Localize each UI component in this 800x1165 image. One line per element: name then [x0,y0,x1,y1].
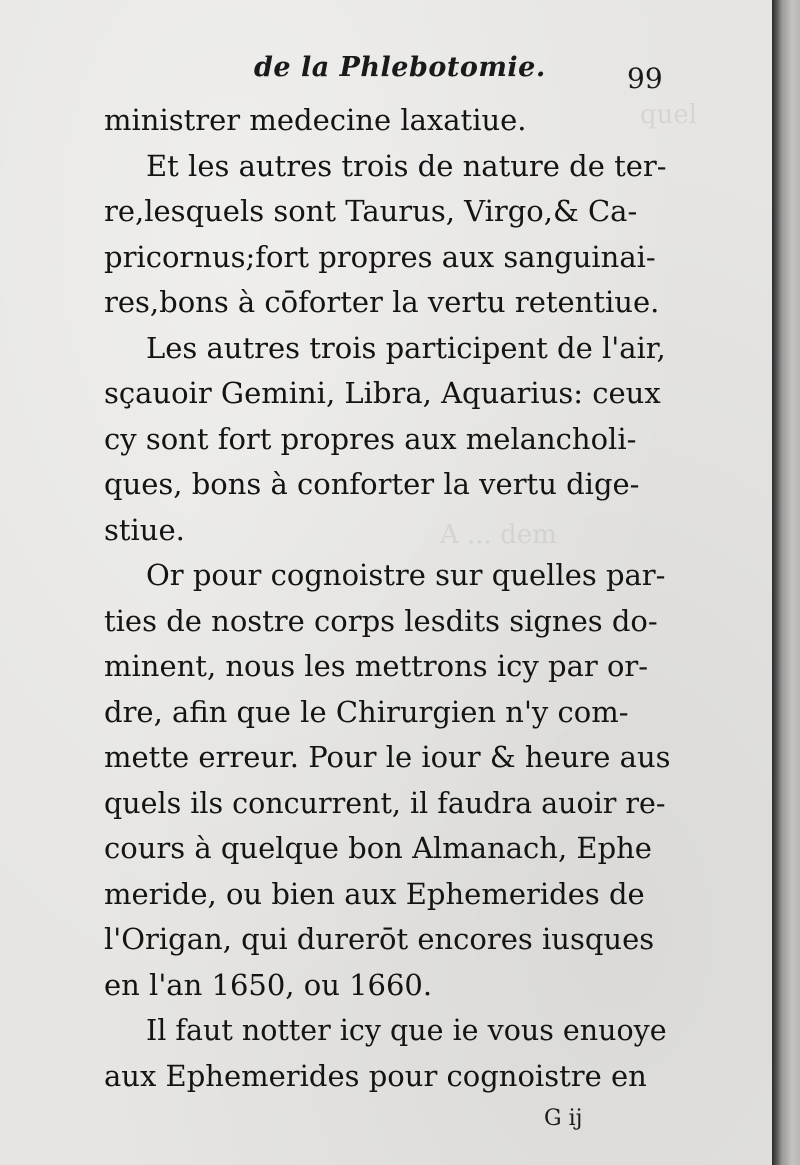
text-line: quels ils concurrent, il faudra auoir re- [104,786,666,820]
text-line: Or pour cognoistre sur quelles par- [146,558,666,592]
running-head: de la Phlebotomie. [254,52,546,83]
text-line: ties de nostre corps lesdits signes do- [104,603,658,638]
text-line: ques, bons à conforter la vertu dige- [104,467,640,501]
text-line: cours à quelque bon Almanach, Ephe [104,831,652,865]
text-line: Les autres trois participent de l'air, [146,330,666,365]
text-line: aux Ephemerides pour cognoistre en [104,1058,647,1093]
text-line: mette erreur. Pour le iour & heure aus [104,740,671,774]
page-number: 99 [627,62,663,95]
text-line: l'Origan, qui durerōt encores iusques [104,922,655,956]
text-line: minent, nous les mettrons icy par or- [104,649,649,683]
text-line: dre, afin que le Chirurgien n'y com- [104,694,629,729]
text-line: sçauoir Gemini, Libra, Aquarius: ceux [104,376,661,410]
text-line: Il faut notter icy que ie vous enuoye [146,1014,667,1047]
text-line: meride, ou bien aux Ephemerides de [104,876,645,911]
text-line: re,lesquels sont Taurus, Virgo,& Ca- [104,194,638,228]
text-line: stiue. [104,512,185,547]
text-line: pricornus;fort propres aux sanguinai- [104,239,656,274]
text-line: Et les autres trois de nature de ter- [146,148,667,183]
text-line: res,bons à cōforter la vertu retentiue. [104,285,660,319]
text-line: cy sont fort propres aux melancholi- [104,421,637,456]
book-binding [772,0,800,1165]
body-text [104,98,674,1099]
book-page: quel A ... dem de la Phlebotomie. 99 ministrer medecine laxatiue. Et les autres trois de nature de ter- re,lesquels sont Taurus, Virgo,& Ca- pricornus;fort propres aux sanguinai- res,bons à cōforter la vertu retentiue. Les autres trois participent de l'air, sçauoir Gemini, Libra, Aquarius: ceux cy sont fort propres aux melancholi- ques, bons à conforter la vertu dige- stiue. Or pour cognoistre sur quelles par- ties de nostre corps lesdits signes do- minent, nous les mettrons icy par or- dre, afin que le Chirurgien n'y com- mette erreur. Pour le iour & heure aus quels ils concurrent, il faudra auoir re- cours à quelque bon Almanach, Ephe meride, ou bien aux Ephemerides de l'Origan, qui durerōt encores iusques en l'an 1650, ou 1660. Il faut notter icy que ie vous enuoye aux Ephemerides pour cognoistre en G ij [0,0,772,1165]
text-line: ministrer medecine laxatiue. [104,103,527,137]
signature-mark: G ij [544,1106,583,1131]
text-line: en l'an 1650, ou 1660. [104,967,433,1002]
